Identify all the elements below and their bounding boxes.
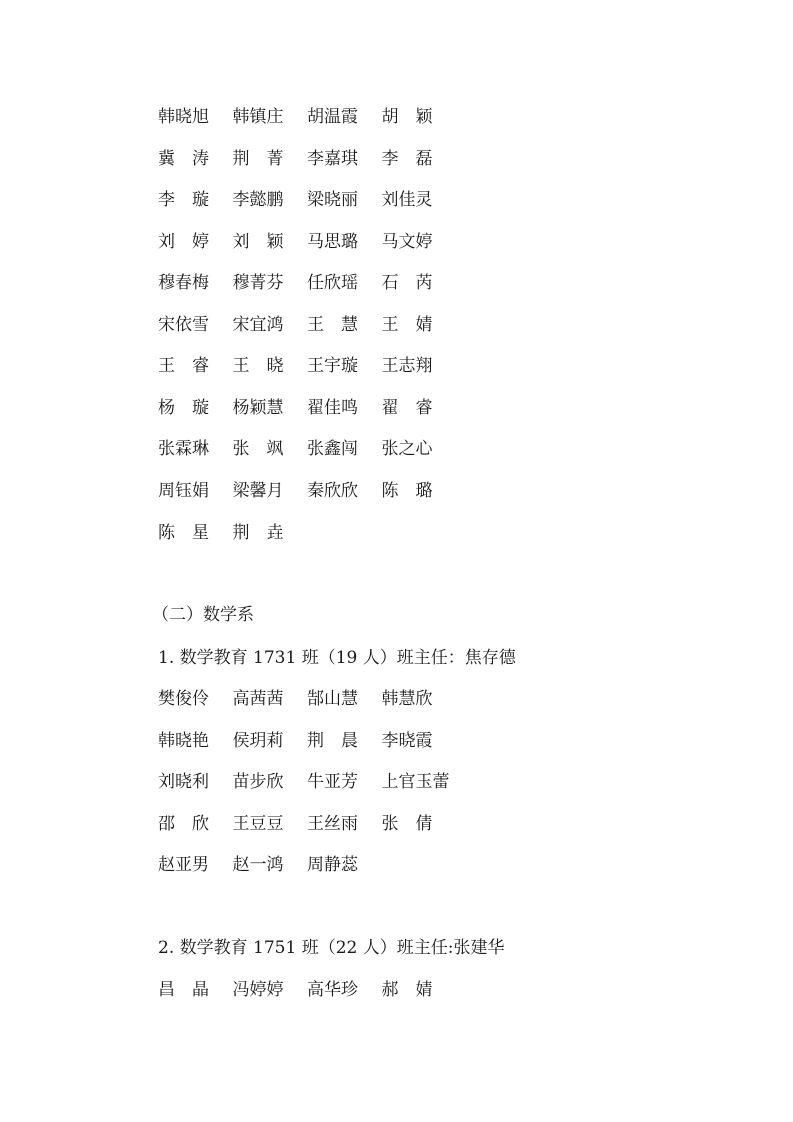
student-name: 王 慧 (307, 315, 358, 335)
student-name: 王 婧 (381, 315, 433, 335)
name-row (158, 228, 456, 256)
student-name: 胡 颖 (381, 107, 433, 127)
student-name: 王 睿 (158, 356, 209, 376)
name-row (158, 727, 456, 755)
student-name: 郜山慧 (307, 689, 358, 709)
student-name: 王 晓 (232, 356, 284, 376)
student-name: 刘 婷 (158, 232, 209, 252)
student-name: 苗步欣 (232, 772, 284, 792)
student-name: 张 倩 (381, 814, 433, 834)
name-row (158, 477, 456, 505)
student-name: 荆 晨 (307, 731, 358, 751)
student-name: 杨颖慧 (232, 398, 284, 418)
student-name: 韩慧欣 (381, 689, 433, 709)
student-name: 王豆豆 (232, 814, 284, 834)
student-name: 马文婷 (381, 232, 433, 252)
student-name: 宋依雪 (158, 315, 209, 335)
student-name: 荆 垚 (232, 523, 284, 543)
student-name: 李晓霞 (381, 731, 433, 751)
name-row (158, 519, 307, 547)
student-name: 刘佳灵 (381, 190, 433, 210)
student-name: 牛亚芳 (307, 772, 358, 792)
student-name: 冀 涛 (158, 149, 209, 169)
student-name: 邵 欣 (158, 814, 209, 834)
student-name: 刘晓利 (158, 772, 209, 792)
student-name: 王丝雨 (307, 814, 358, 834)
student-name: 秦欣欣 (307, 481, 358, 501)
student-name: 石 芮 (381, 273, 433, 293)
student-name: 李 璇 (158, 190, 209, 210)
student-name: 穆菁芬 (232, 273, 284, 293)
name-row (158, 103, 456, 131)
student-name: 昌 晶 (158, 980, 209, 1000)
name-row (158, 685, 456, 713)
student-name: 陈 璐 (381, 481, 433, 501)
student-name: 张霖琳 (158, 439, 209, 459)
student-name: 李 磊 (381, 149, 433, 169)
name-row (158, 768, 456, 796)
student-name: 梁馨月 (232, 481, 284, 501)
student-name: 韩镇庄 (232, 107, 284, 127)
student-name: 赵亚男 (158, 855, 209, 875)
section-heading: （二）数学系 (152, 605, 254, 625)
student-name: 周钰娟 (158, 481, 209, 501)
student-name: 马思璐 (307, 232, 358, 252)
student-name: 翟佳鸣 (307, 398, 358, 418)
student-name: 刘 颖 (232, 232, 284, 252)
student-name: 任欣瑶 (307, 273, 358, 293)
student-name: 高华珍 (307, 980, 358, 1000)
name-row (158, 976, 456, 1004)
name-row (158, 269, 456, 297)
name-row (158, 435, 456, 463)
student-name: 韩晓旭 (158, 107, 209, 127)
student-name: 王志翔 (381, 356, 433, 376)
student-name: 樊俊伶 (158, 689, 209, 709)
student-name: 郝 婧 (381, 980, 433, 1000)
student-name: 翟 睿 (381, 398, 433, 418)
class-title: 2. 数学教育 1751 班（22 人）班主任:张建华 (158, 938, 505, 958)
student-name: 张之心 (381, 439, 433, 459)
student-name: 张 飒 (232, 439, 284, 459)
student-name: 杨 璇 (158, 398, 209, 418)
student-name: 胡温霞 (307, 107, 358, 127)
name-row (158, 394, 456, 422)
name-row (158, 851, 382, 879)
student-name: 冯婷婷 (232, 980, 284, 1000)
student-name: 穆春梅 (158, 273, 209, 293)
student-name: 王宇璇 (307, 356, 358, 376)
class-title: 1. 数学教育 1731 班（19 人）班主任：焦存德 (158, 648, 516, 668)
student-name: 高茜茜 (232, 689, 284, 709)
student-name: 李嘉琪 (307, 149, 358, 169)
student-name: 陈 星 (158, 523, 209, 543)
student-name: 周静蕊 (307, 855, 358, 875)
student-name: 张鑫闯 (307, 439, 358, 459)
name-row (158, 186, 456, 214)
student-name: 荆 菁 (232, 149, 284, 169)
student-name: 李懿鹏 (232, 190, 284, 210)
name-row (158, 352, 456, 380)
student-name: 宋宜鸿 (232, 315, 284, 335)
student-name: 上官玉蕾 (381, 772, 450, 792)
student-name: 侯玥莉 (232, 731, 284, 751)
student-name: 梁晓丽 (307, 190, 358, 210)
name-row (158, 145, 456, 173)
student-name: 韩晓艳 (158, 731, 209, 751)
name-row (158, 311, 456, 339)
name-row (158, 810, 456, 838)
student-name: 赵一鸿 (232, 855, 284, 875)
